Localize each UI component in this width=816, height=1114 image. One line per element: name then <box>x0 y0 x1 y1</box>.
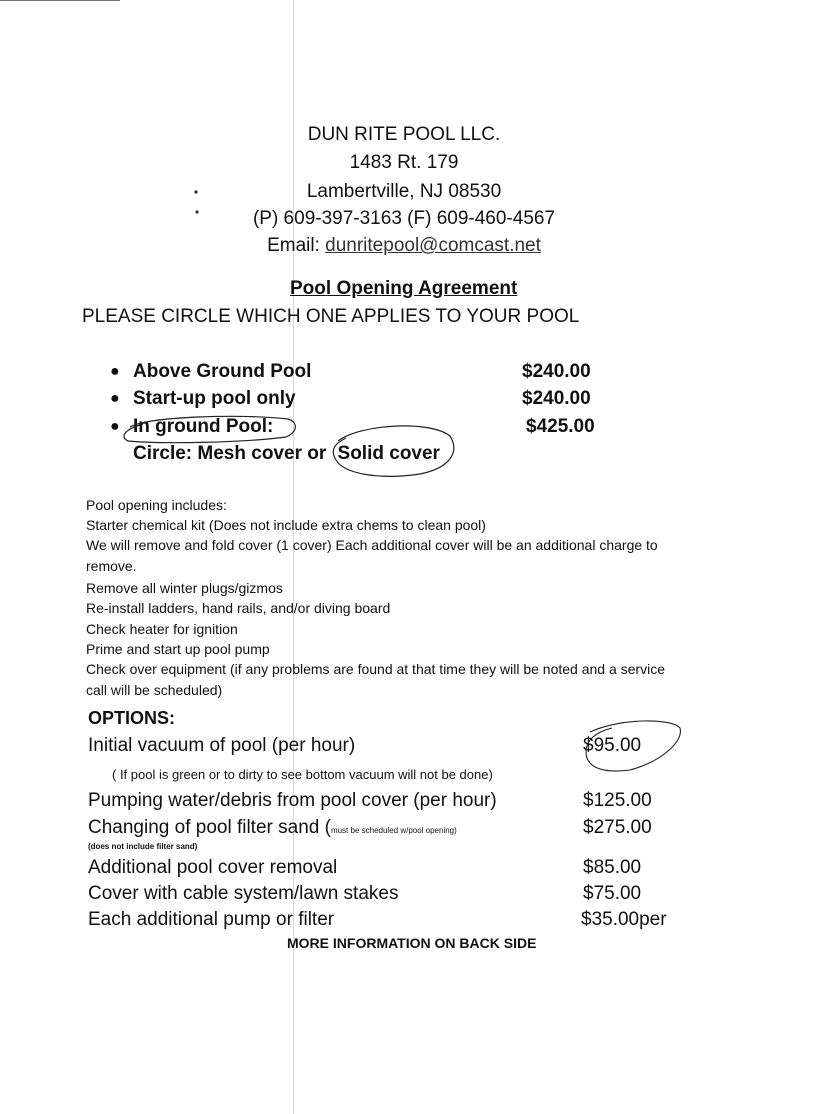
company-name: DUN RITE POOL LLC. <box>307 124 501 145</box>
company-street: 1483 Rt. 179 <box>349 152 459 173</box>
company-phones: (P) 609-397-3163 (F) 609-460-4567 <box>252 208 556 229</box>
option-label: Changing of pool filter sand (must be scheduled w/pool opening) <box>88 817 457 838</box>
option-label: Additional pool cover removal <box>88 857 338 878</box>
option-label: Each additional pump or filter <box>88 909 335 930</box>
includes-item: Starter chemical kit (Does not include extra chems to clean pool) <box>86 517 486 533</box>
pool-option-price: $240.00 <box>522 388 591 409</box>
includes-item: Re-install ladders, hand rails, and/or diving board <box>86 600 391 616</box>
scan-speck <box>195 210 198 213</box>
cover-choice-or: or <box>307 443 327 464</box>
vacuum-note: ( If pool is green or to dirty to see bottom vacuum will not be done) <box>112 767 493 782</box>
page-title: Pool Opening Agreement <box>290 278 518 299</box>
pool-option-price: $240.00 <box>522 361 591 382</box>
includes-item: Check heater for ignition <box>86 621 238 637</box>
includes-item: remove. <box>86 558 137 574</box>
email-link[interactable]: dunritepool@comcast.net <box>325 235 541 256</box>
bullet-icon: ● <box>110 418 120 435</box>
option-label: Initial vacuum of pool (per hour) <box>88 735 356 756</box>
circle-instruction: PLEASE CIRCLE WHICH ONE APPLIES TO YOUR POOL <box>82 306 580 327</box>
option-label: Cover with cable system/lawn stakes <box>88 883 399 904</box>
cover-choice-selected[interactable]: Solid cover <box>337 443 440 464</box>
bullet-icon: ● <box>110 363 120 380</box>
includes-item: We will remove and fold cover (1 cover) Each additional cover will be an additional charge to <box>86 537 658 553</box>
circle-mark-vacuum <box>586 721 680 771</box>
scan-speck <box>194 190 197 193</box>
option-label-small: must be scheduled w/pool opening) <box>330 826 457 835</box>
option-price: $35.00per <box>581 909 667 930</box>
pool-option-label: In ground Pool: <box>133 416 274 437</box>
company-city: Lambertville, NJ 08530 <box>306 181 502 202</box>
includes-item: Prime and start up pool pump <box>86 641 270 657</box>
pool-option-label: Above Ground Pool <box>133 361 312 382</box>
option-price: $85.00 <box>583 857 642 878</box>
options-heading: OPTIONS: <box>88 708 176 728</box>
option-label: Pumping water/debris from pool cover (per hour) <box>88 790 497 811</box>
circle-mark-in-ground <box>124 416 295 442</box>
includes-item: Remove all winter plugs/gizmos <box>86 580 283 596</box>
includes-item: call will be scheduled) <box>86 682 223 698</box>
sand-note: (does not include filter sand) <box>88 842 198 851</box>
bullet-icon: ● <box>110 390 120 407</box>
includes-item: Check over equipment (if any problems are found at that time they will be noted and a service <box>86 661 665 677</box>
option-price: $95.00 <box>583 735 642 756</box>
pool-option-label: Start-up pool only <box>133 388 296 409</box>
footer-note: MORE INFORMATION ON BACK SIDE <box>287 935 537 951</box>
option-price: $275.00 <box>583 817 652 838</box>
pool-option-price: $425.00 <box>526 416 595 437</box>
includes-heading: Pool opening includes: <box>86 497 227 513</box>
email-label: Email: <box>267 235 320 256</box>
circle-mark-solid-cover <box>333 426 454 476</box>
option-price: $125.00 <box>583 790 652 811</box>
cover-choice-prefix: Circle: Mesh cover <box>133 443 302 464</box>
option-price: $75.00 <box>583 883 642 904</box>
